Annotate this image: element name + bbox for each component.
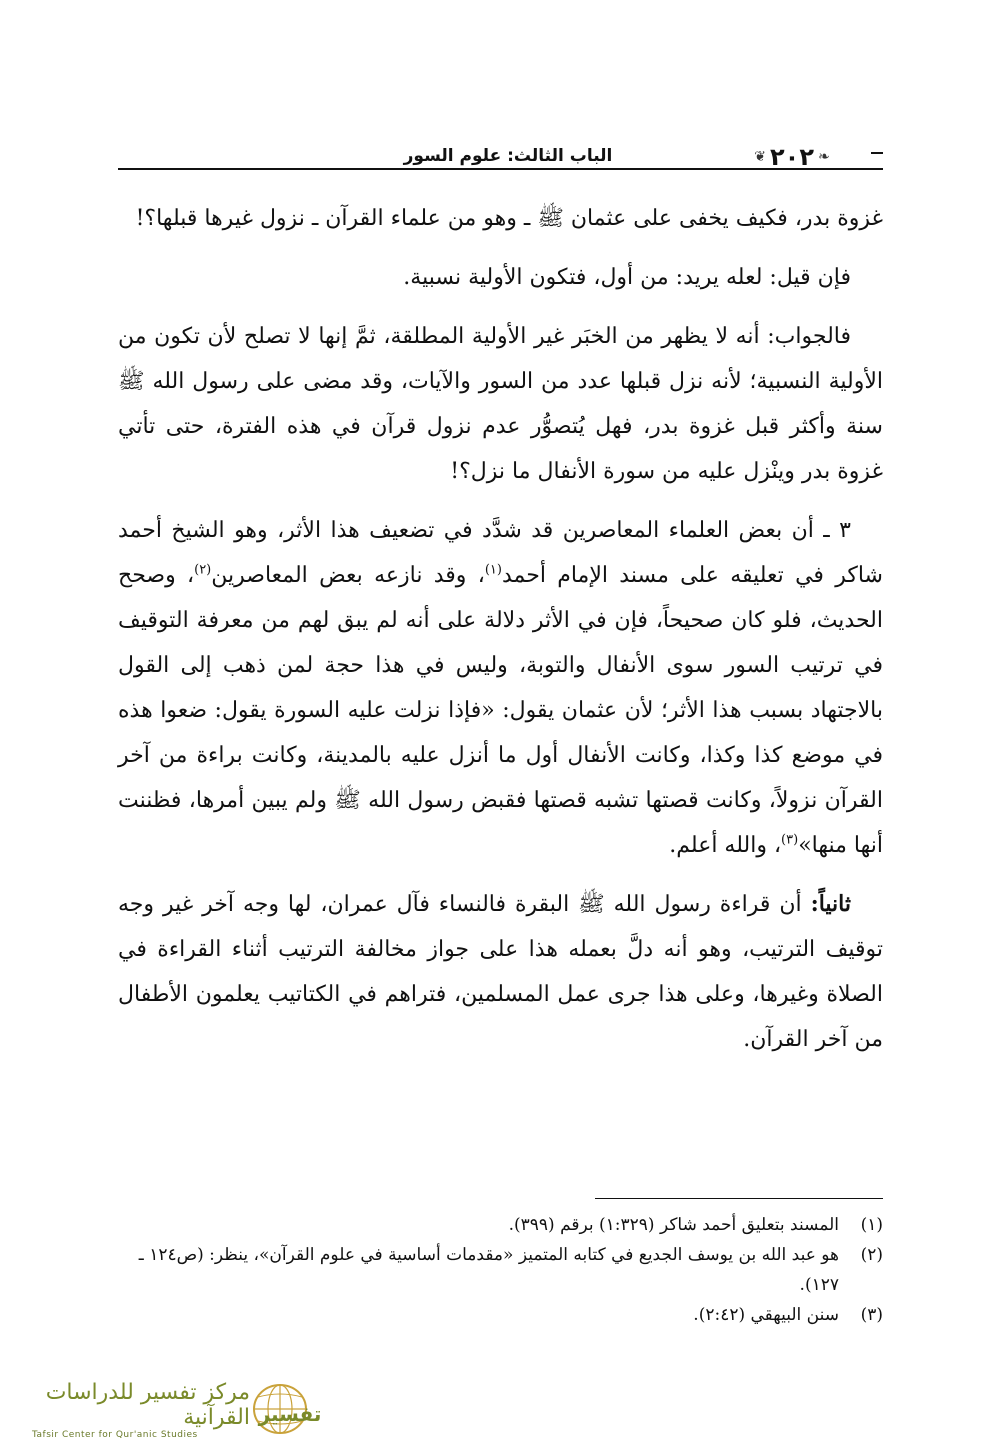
paragraph-text: أن قراءة رسول الله ﷺ البقرة فالنساء فآل عمران، لها وجه آخر غير وجه توقيف الترتيب، وهو أنه دلَّ بعمله هذا على جواز مخالفة الترتيب أثناء القراءة في الصلاة وغيرها، وعلى هذا جرى عمل المسلمين، فتراهم في الكتاتيب يعلمون الأطفال من آخر القرآن. [118,892,883,1052]
footnote-number: (١) [860,1215,883,1235]
footnote-separator [595,1198,883,1199]
footnote-text: المسند بتعليق أحمد شاكر (١:٣٢٩) برقم (٣٩٩). [508,1215,839,1235]
header-dash [871,152,883,154]
paragraph-text: ، وقد نازعه بعض المعاصرين [211,563,485,588]
ornament-icon: ❧ [817,149,830,165]
footnote [118,1210,883,1240]
paragraph-lead: ثانياً: [810,891,851,917]
footnote [118,1300,883,1330]
footnote-ref[interactable]: (٣) [781,832,799,848]
ornament-icon: ❦ [754,149,767,165]
footnote-ref[interactable]: (٢) [194,562,212,578]
paragraph: فإن قيل: لعله يريد: من أول، فتكون الأولية نسبية. [403,265,851,290]
chapter-title: الباب الثالث: علوم السور [403,146,613,166]
body-text [118,196,883,1076]
footnote-text: سنن البيهقي (٢:٤٢). [693,1305,839,1325]
globe-logo-icon [250,1381,328,1439]
paragraph-text: ، والله أعلم. [669,833,782,858]
footnote [118,1240,883,1300]
header-rule [118,168,883,170]
page-number-text: ٢٠٢ [770,143,814,171]
paragraph-text: ، وصحح الحديث، فلو كان صحيحاً، فإن في الأثر دلالة على أنه لم يبق لهم من معرفة التوقيف في ترتيب السور سوى الأنفال والتوبة، وليس في هذا حجة لمن ذهب إلى القول بالاجتهاد بسبب هذا الأثر؛ لأن عثمان يقول: «فإذا نزلت عليه السورة يقول: ضعوا هذه في موضع كذا وكذا، وكانت الأنفال أول ما أنزل عليه بالمدينة، وكانت براءة من آخر القرآن نزولاً، وكانت قصتها تشبه قصتها فقبض رسول الله ﷺ ولم يبين أمرها، فظننت أنها منها» [118,563,883,858]
footnote-text: هو عبد الله بن يوسف الجديع في كتابه المتميز «مقدمات أساسية في علوم القرآن»، ينظر: (ص١٢٤ ـ ١٢٧). [138,1245,839,1295]
logo-wordmark [32,1380,250,1440]
footnote-number: (٢) [860,1245,883,1265]
logo-arabic-text: مركز تفسير للدراسات القرآنية [45,1380,250,1430]
paragraph-text: ٣ ـ أن بعض العلماء المعاصرين قد شدَّد في تضعيف هذا الأثر، وهو الشيخ أحمد شاكر في تعليقه على مسند الإمام أحمد [118,518,883,588]
footnote-number: (٣) [860,1305,883,1325]
paragraph: غزوة بدر، فكيف يخفى على عثمان ﷺ ـ وهو من علماء القرآن ـ نزول غيرها قبلها؟! [135,206,883,231]
logo-latin-text: Tafsir Center for Qur'anic Studies [32,1430,198,1440]
footnote-ref[interactable]: (١) [484,562,502,578]
footnotes [118,1210,883,1330]
paragraph [118,882,883,1062]
paragraph: فالجواب: أنه لا يظهر من الخبَر غير الأولية المطلقة، ثمَّ إنها لا تصلح لأن تكون من الأولية النسبية؛ لأنه نزل قبلها عدد من السور والآيات، وقد مضى على رسول الله ﷺ سنة وأكثر قبل غزوة بدر، فهل يُتصوُّر عدم نزول قرآن في هذه الفترة، حتى تأتي غزوة بدر وينْزل عليه من سورة الأنفال ما نزل؟! [118,324,883,484]
paragraph [118,508,883,868]
logo-mark-text: تفسير [258,1402,322,1426]
tafsir-center-logo [28,1378,328,1442]
